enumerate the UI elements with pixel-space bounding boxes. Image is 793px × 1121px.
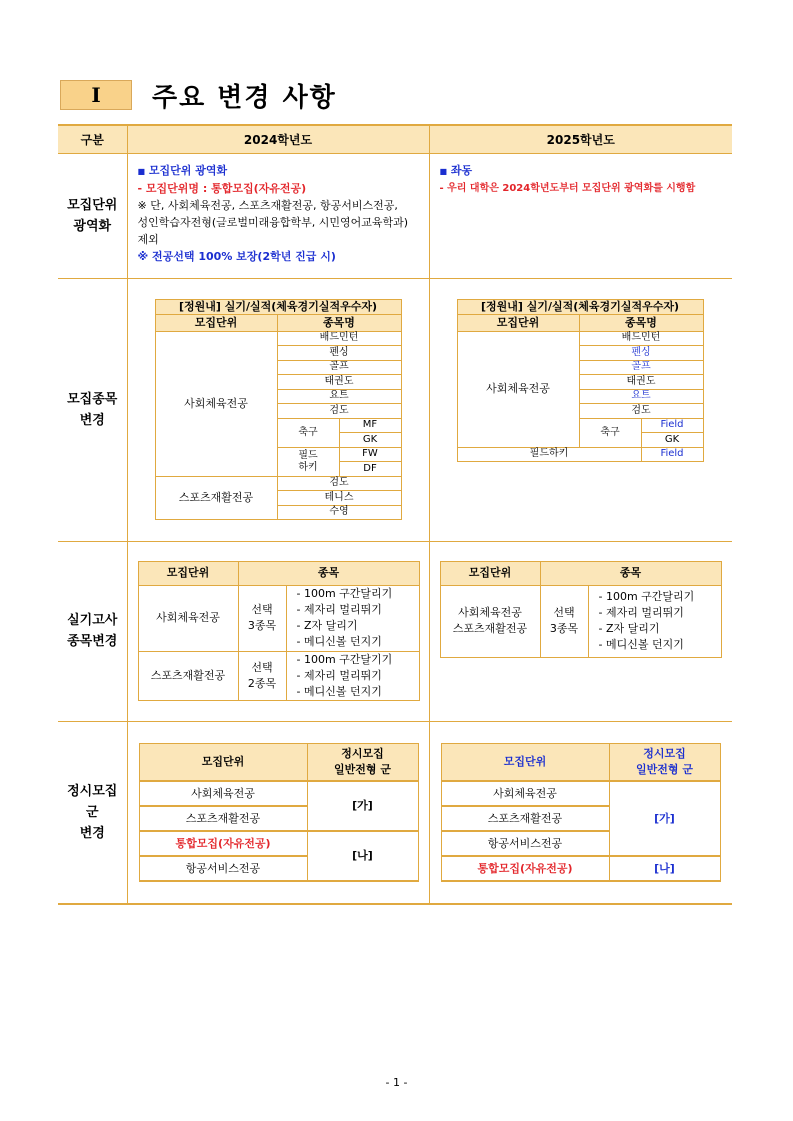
col-header-event: 종목	[238, 561, 419, 585]
unit-cell: 항공서비스전공	[139, 856, 307, 881]
table-header-row	[58, 125, 732, 153]
col-header-unit: 모집단위	[155, 314, 277, 331]
event-cell: 골프	[579, 360, 703, 375]
unit-cell: 통합모집(자유전공)	[441, 856, 609, 881]
unit-cell: 항공서비스전공	[441, 831, 609, 856]
section-number: I	[60, 80, 132, 110]
event-cell: 배드민턴	[579, 331, 703, 346]
event-cell: 축구	[579, 418, 641, 447]
list-item: - 100m 구간달리기	[598, 590, 695, 603]
col-header-unit: 모집단위	[138, 561, 238, 585]
header-line: 일반전형 군	[334, 762, 391, 776]
list-item: - 메디신볼 던지기	[296, 635, 382, 648]
event-cell: 요트	[277, 389, 401, 404]
list-item: - Z자 달리기	[296, 619, 358, 632]
event-cell: 태권도	[579, 375, 703, 390]
select-cell	[238, 651, 286, 700]
bullet-list	[440, 162, 733, 197]
row-label	[58, 153, 127, 278]
list-item: - 메디신볼 던지기	[598, 638, 684, 651]
event-table-2025	[457, 299, 704, 463]
unit-cell: 사회체육전공	[457, 331, 579, 447]
list-item: - 우리 대학은 2024학년도부터 모집단위 광역화를 시행함	[439, 182, 696, 194]
row-label-line: 광역화	[73, 218, 112, 234]
event-cell: 펜싱	[579, 346, 703, 361]
row-label-line: 모집종목	[67, 391, 118, 407]
list-item: ※ 단, 사회체육전공, 스포츠재활전공, 항공서비스전공,	[137, 198, 398, 212]
select-cell	[238, 585, 286, 651]
list-item: 제외	[137, 232, 159, 246]
event-table-2024	[155, 299, 402, 521]
list-item: 성인학습자전형(글로벌미래융합학부, 시민영어교육학과)	[137, 215, 409, 229]
bullet-list	[138, 162, 429, 265]
list-item: - 100m 구간달리기	[296, 587, 393, 600]
event-cell: 필드하키	[457, 447, 641, 462]
table-row	[58, 541, 732, 721]
event-list	[286, 585, 419, 651]
group-cell: [가]	[609, 781, 720, 856]
col-header-event: 종목명	[579, 314, 703, 331]
table-caption: [정원내] 실기/실적(체육경기실적우수자)	[155, 299, 401, 314]
list-item: - Z자 달리기	[598, 622, 660, 635]
table-row	[58, 153, 732, 278]
row-label-line: 모집단위	[67, 197, 118, 213]
group-cell: [가]	[307, 781, 418, 831]
row-label	[58, 541, 127, 721]
col-header-unit: 모집단위	[139, 743, 307, 781]
cell-2024	[127, 721, 429, 904]
unit-cell: 스포츠재활전공	[441, 806, 609, 831]
col-header-event: 종목	[540, 561, 721, 585]
header-category: 구분	[58, 125, 127, 153]
unit-line: 스포츠재활전공	[452, 622, 528, 635]
row-label-line: 종목변경	[67, 634, 118, 649]
row-label	[58, 721, 127, 904]
cell-2024	[127, 541, 429, 721]
header-line: 정시모집	[643, 746, 686, 760]
group-cell: [나]	[609, 856, 720, 881]
position-cell: Field	[641, 418, 703, 433]
unit-cell: 스포츠재활전공	[139, 806, 307, 831]
unit-line: 사회체육전공	[458, 606, 522, 619]
table-caption: [정원내] 실기/실적(체육경기실적우수자)	[457, 299, 703, 314]
header-line: 일반전형 군	[636, 762, 693, 776]
col-header-group	[609, 743, 720, 781]
position-cell: MF	[339, 418, 401, 433]
square-bullet-icon: ■	[137, 166, 146, 176]
square-bullet-icon: ■	[439, 166, 448, 176]
select-line: 3종목	[247, 619, 277, 632]
position-cell: Field	[641, 447, 703, 462]
event-cell: 골프	[277, 360, 401, 375]
table-row	[58, 278, 732, 541]
row-label-line: 변경	[79, 825, 105, 841]
row-label-line: 변경	[79, 412, 105, 428]
unit-cell: 사회체육전공	[138, 585, 238, 651]
event-cell: 태권도	[277, 375, 401, 390]
row-label-line: 군	[85, 804, 99, 820]
list-item	[138, 162, 429, 180]
cell-2024	[127, 278, 429, 541]
group-table-2024	[139, 743, 419, 883]
page-title: 주요 변경 사항	[152, 83, 337, 113]
header-2025: 2025학년도	[429, 125, 732, 153]
table-row	[58, 721, 732, 904]
list-item: - 제자리 멀리뛰기	[296, 668, 382, 682]
event-cell: 축구	[277, 418, 339, 447]
select-line: 선택	[251, 660, 273, 674]
position-cell: GK	[339, 433, 401, 448]
select-line: 2종목	[247, 676, 277, 690]
bullet-text: 모집단위 광역화	[148, 163, 228, 177]
event-cell: 검도	[277, 476, 401, 491]
header-2024: 2024학년도	[127, 125, 429, 153]
col-header-group	[307, 743, 418, 781]
list-item: ※ 전공선택 100% 보장(2학년 진급 시)	[137, 249, 336, 263]
select-cell	[540, 585, 588, 657]
row-label-line: 실기고사	[67, 613, 118, 628]
col-header-unit: 모집단위	[441, 743, 609, 781]
unit-cell	[440, 585, 540, 657]
list-item: - 제자리 멀리뛰기	[296, 603, 382, 616]
position-cell: GK	[641, 433, 703, 448]
event-line: 하키	[298, 461, 318, 473]
event-cell: 펜싱	[277, 346, 401, 361]
group-table-2025	[441, 743, 721, 883]
practical-table-2025	[440, 561, 722, 658]
position-cell: FW	[339, 447, 401, 462]
list-item: - 모집단위명 : 통합모집(자유전공)	[137, 181, 307, 195]
event-line: 필드	[298, 449, 318, 461]
event-cell	[277, 447, 339, 476]
list-item: - 100m 구간달기기	[296, 652, 393, 666]
event-cell: 수영	[277, 505, 401, 520]
event-cell: 배드민턴	[277, 331, 401, 346]
unit-cell: 스포츠재활전공	[138, 651, 238, 700]
list-item	[440, 162, 733, 180]
position-cell: DF	[339, 462, 401, 477]
event-cell: 검도	[579, 404, 703, 419]
unit-cell: 사회체육전공	[441, 781, 609, 806]
row-label-line: 정시모집	[67, 783, 118, 799]
list-item: - 메디신볼 던지기	[296, 684, 382, 698]
cell-2025	[429, 721, 732, 904]
event-list	[588, 585, 721, 657]
select-line: 선택	[251, 603, 273, 616]
unit-cell: 통합모집(자유전공)	[139, 831, 307, 856]
practical-table-2024	[138, 561, 420, 701]
col-header-unit: 모집단위	[440, 561, 540, 585]
cell-2025	[429, 541, 732, 721]
event-list	[286, 651, 419, 700]
event-cell: 검도	[277, 404, 401, 419]
col-header-unit: 모집단위	[457, 314, 579, 331]
bullet-text: 좌동	[450, 163, 473, 177]
event-cell: 테니스	[277, 491, 401, 506]
list-item: - 제자리 멀리뛰기	[598, 606, 684, 619]
unit-cell: 사회체육전공	[155, 331, 277, 476]
unit-cell: 사회체육전공	[139, 781, 307, 806]
page-number: - 1 -	[385, 1076, 408, 1089]
cell-2025	[429, 278, 732, 541]
header-line: 정시모집	[341, 746, 384, 760]
row-label	[58, 278, 127, 541]
select-line: 선택	[553, 606, 575, 619]
cell-2025	[429, 153, 732, 278]
cell-2024	[127, 153, 429, 278]
changes-table	[58, 124, 732, 905]
event-cell: 요트	[579, 389, 703, 404]
select-line: 3종목	[549, 622, 579, 635]
col-header-event: 종목명	[277, 314, 401, 331]
unit-cell: 스포츠재활전공	[155, 476, 277, 520]
group-cell: [나]	[307, 831, 418, 881]
